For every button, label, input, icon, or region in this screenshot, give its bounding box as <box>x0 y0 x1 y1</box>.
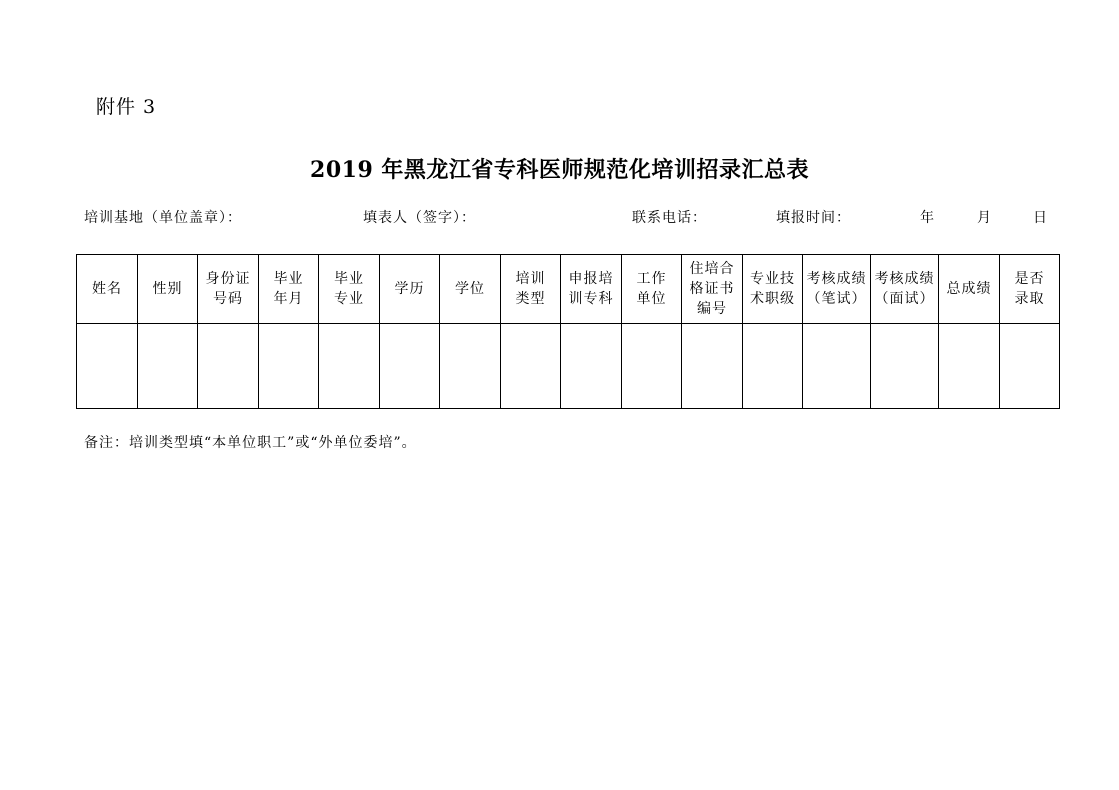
header-residency-cert-no <box>682 255 743 324</box>
header-id-number-line: 身份证 <box>205 271 251 287</box>
day-label: 日 <box>1033 210 1048 226</box>
contact-phone-label: 联系电话： <box>632 210 707 226</box>
info-row <box>0 207 1119 227</box>
fill-time-label: 填报时间： <box>776 210 851 226</box>
header-name-line: 姓名 <box>92 281 122 297</box>
cell-degree[interactable] <box>440 324 501 409</box>
cell-gender[interactable] <box>138 324 198 409</box>
attachment-label: 附件 3 <box>96 96 157 118</box>
table-body <box>77 324 1060 409</box>
year-label: 年 <box>920 210 935 226</box>
enrollment-summary-table <box>76 254 1060 409</box>
header-grad-major <box>319 255 380 324</box>
header-admitted-line: 是否 <box>1014 271 1045 287</box>
table-row <box>77 324 1060 409</box>
cell-technical-title[interactable] <box>743 324 803 409</box>
header-training-type-line: 类型 <box>515 291 546 307</box>
cell-id-number[interactable] <box>198 324 259 409</box>
header-degree <box>440 255 501 324</box>
cell-admitted[interactable] <box>1000 324 1060 409</box>
header-written-score-line: 考核成绩 <box>806 271 867 287</box>
header-grad-major-line: 专业 <box>334 291 364 307</box>
header-technical-title <box>743 255 803 324</box>
header-id-number <box>198 255 259 324</box>
header-interview-score-line: （面试） <box>874 291 935 307</box>
header-applied-specialty-line: 训专科 <box>568 291 614 307</box>
header-admitted <box>1000 255 1060 324</box>
filler-signature-label: 填表人（签字）： <box>363 210 476 226</box>
header-work-unit <box>622 255 682 324</box>
header-written-score <box>803 255 871 324</box>
header-training-type <box>501 255 561 324</box>
table-header-row <box>77 255 1060 324</box>
cell-total-score[interactable] <box>939 324 1000 409</box>
header-applied-specialty-line: 申报培 <box>568 271 614 287</box>
header-education <box>380 255 440 324</box>
header-grad-major-line: 毕业 <box>334 271 364 287</box>
training-base-label: 培训基地（单位盖章）： <box>84 210 242 226</box>
header-grad-date <box>259 255 319 324</box>
header-gender-line: 性别 <box>152 281 183 297</box>
header-interview-score-line: 考核成绩 <box>874 271 935 287</box>
header-total-score-line: 总成绩 <box>946 281 992 297</box>
header-residency-cert-no-line: 格证书 <box>689 281 735 297</box>
header-applied-specialty <box>561 255 622 324</box>
cell-interview-score[interactable] <box>871 324 939 409</box>
header-id-number-line: 号码 <box>213 291 243 307</box>
cell-grad-major[interactable] <box>319 324 380 409</box>
page-title: 2019 年黑龙江省专科医师规范化培训招录汇总表 <box>310 157 809 183</box>
header-interview-score <box>871 255 939 324</box>
month-label: 月 <box>977 210 992 226</box>
header-degree-line: 学位 <box>455 281 485 297</box>
cell-grad-date[interactable] <box>259 324 319 409</box>
cell-training-type[interactable] <box>501 324 561 409</box>
header-work-unit-line: 单位 <box>636 291 667 307</box>
header-residency-cert-no-line: 编号 <box>697 301 727 317</box>
cell-written-score[interactable] <box>803 324 871 409</box>
cell-applied-specialty[interactable] <box>561 324 622 409</box>
header-technical-title-line: 专业技 <box>750 271 795 287</box>
header-grad-date-line: 年月 <box>273 291 304 307</box>
header-technical-title-line: 术职级 <box>750 291 795 307</box>
header-total-score <box>939 255 1000 324</box>
header-education-line: 学历 <box>394 281 425 297</box>
header-training-type-line: 培训 <box>515 271 546 287</box>
remark-note: 备注：培训类型填“本单位职工”或“外单位委培”。 <box>84 435 417 451</box>
header-grad-date-line: 毕业 <box>273 271 304 287</box>
cell-education[interactable] <box>380 324 440 409</box>
header-residency-cert-no-line: 住培合 <box>689 261 735 277</box>
header-name <box>77 255 138 324</box>
header-admitted-line: 录取 <box>1014 291 1045 307</box>
cell-work-unit[interactable] <box>622 324 682 409</box>
header-written-score-line: （笔试） <box>806 291 867 307</box>
cell-residency-cert-no[interactable] <box>682 324 743 409</box>
header-gender <box>138 255 198 324</box>
header-work-unit-line: 工作 <box>636 271 667 287</box>
cell-name[interactable] <box>77 324 138 409</box>
